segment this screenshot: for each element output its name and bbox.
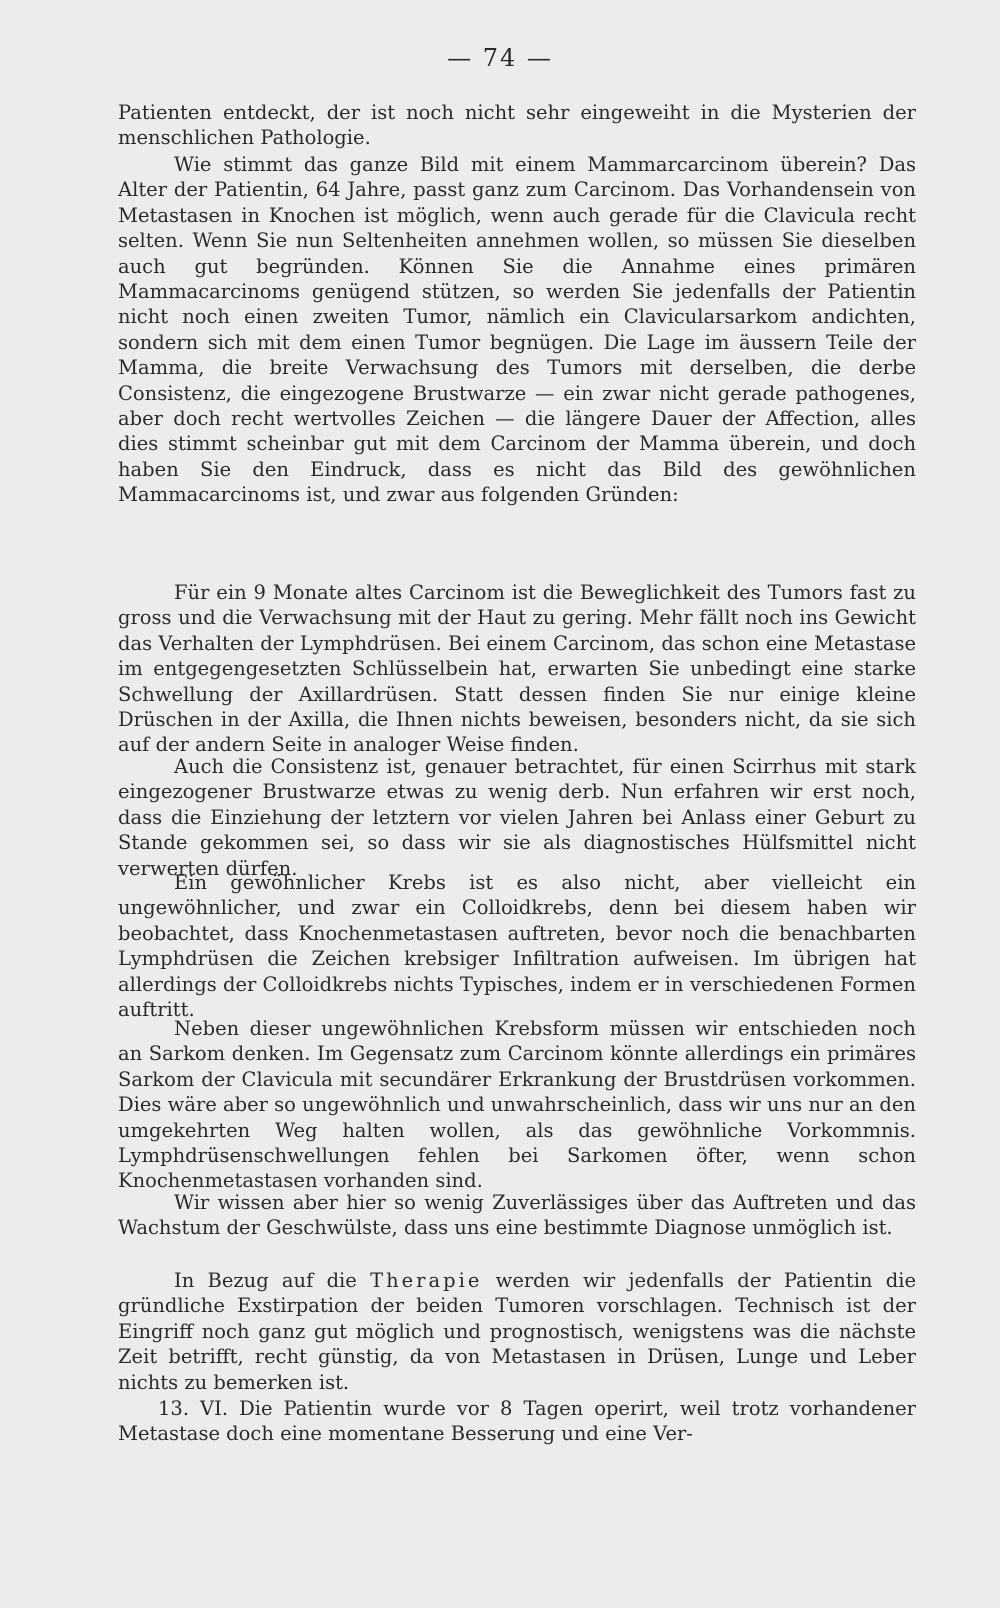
page-number: — 74 — — [447, 44, 553, 72]
paragraph-continuation: Patienten entdeckt, der ist noch nicht sehr eingeweiht in die Mysterien der menschlichen Pathologie. — [118, 101, 916, 150]
paragraph-operation-note: 13. VI. Die Patientin wurde vor 8 Tagen operirt, weil trotz vorhandener Metastase doch eine momentane Besserung und eine Ver- — [118, 1397, 916, 1446]
body-text — [118, 100, 916, 1447]
therapy-text-after: werden wir jedenfalls der Patientin die gründliche Exstirpation der beiden Tumoren vorschlagen. Technisch ist der Eingriff noch ganz gut möglich und prognostisch, wenigstens was die nächste Zeit betrifft, recht günstig, da von Metastasen in Drüsen, Lunge und Leber nichts zu bemerken ist. — [118, 1269, 916, 1394]
paragraph-sarcoma: Neben dieser ungewöhnlichen Krebsform müssen wir entschieden noch an Sarkom denken. Im Gegensatz zum Carcinom könnte allerdings ein primäres Sarkom der Clavicula mit secundärer Erkrankung der Brustdrüsen vorkommen. Dies wäre aber so ungewöhnlich und unwahrscheinlich, dass wir uns nur an den umgekehrten Weg halten wollen, als das gewöhnliche Vorkommnis. Lymphdrüsenschwellungen fehlen bei Sarkomen öfter, wenn schon Knochenmetastasen vorhanden sind. — [118, 1017, 916, 1193]
paragraph-growth: Wir wissen aber hier so wenig Zuverlässiges über das Auftreten und das Wachstum der Geschwülste, dass uns eine bestimmte Diagnose unmöglich ist. — [118, 1191, 916, 1240]
therapy-emphasis: Therapie — [370, 1269, 483, 1292]
therapy-text-before: In Bezug auf die — [174, 1269, 371, 1292]
paragraph-therapy — [118, 1268, 916, 1396]
paragraph-lymph-nodes: Für ein 9 Monate altes Carcinom ist die Beweglichkeit des Tumors fast zu gross und die Verwachsung mit der Haut zu gering. Mehr fällt noch ins Gewicht das Verhalten der Lymphdrüsen. Bei einem Carcinom, das schon eine Metastase im entgegengesetzten Schlüsselbein hat, erwarten Sie unbedingt eine starke Schwellung der Axillardrüsen. Statt dessen finden Sie nur einige kleine Drüschen in der Axilla, die Ihnen nichts beweisen, besonders nicht, da sie sich auf der andern Seite in analoger Weise finden. — [118, 581, 916, 757]
paragraph-colloid-cancer: Ein gewöhnlicher Krebs ist es also nicht, aber vielleicht ein ungewöhnlicher, und zwar ein Colloidkrebs, denn bei diesem haben wir beobachtet, dass Knochenmetastasen auftreten, bevor noch die benachbarten Lymphdrüsen die Zeichen krebsiger Infiltration aufweisen. Im übrigen hat allerdings der Colloidkrebs nichts Typisches, indem er in verschiedenen Formen auftritt. — [118, 871, 916, 1022]
paragraph-diagnosis: Wie stimmt das ganze Bild mit einem Mammarcarcinom überein? Das Alter der Patientin, 64 Jahre, passt ganz zum Carcinom. Das Vorhandensein von Metastasen in Knochen ist möglich, wenn auch gerade für die Clavicula recht selten. Wenn Sie nun Seltenheiten annehmen wollen, so müssen Sie dieselben auch gut begründen. Können Sie die Annahme eines primären Mammacarcinoms genügend stützen, so werden Sie jedenfalls der Patientin nicht noch einen zweiten Tumor, nämlich ein Clavicularsarkom andichten, sondern sich mit dem einen Tumor begnügen. Die Lage im äussern Teile der Mamma, die breite Verwachsung des Tumors mit derselben, die derbe Consistenz, die eingezogene Brustwarze — ein zwar nicht gerade pathogenes, aber doch recht wertvolles Zeichen — die längere Dauer der Affection, alles dies stimmt scheinbar gut mit dem Carcinom der Mamma überein, und doch haben Sie den Eindruck, dass es nicht das Bild des gewöhnlichen Mammacarcinoms ist, und zwar aus folgenden Gründen: — [118, 153, 916, 507]
paragraph-consistency: Auch die Consistenz ist, genauer betrachtet, für einen Scirrhus mit stark eingezogener Brustwarze etwas zu wenig derb. Nun erfahren wir erst noch, dass die Einziehung der letztern vor vielen Jahren bei Anlass einer Geburt zu Stande gekommen sei, so dass wir sie als diagnostisches Hülfsmittel nicht verwerten dürfen. — [118, 755, 916, 880]
